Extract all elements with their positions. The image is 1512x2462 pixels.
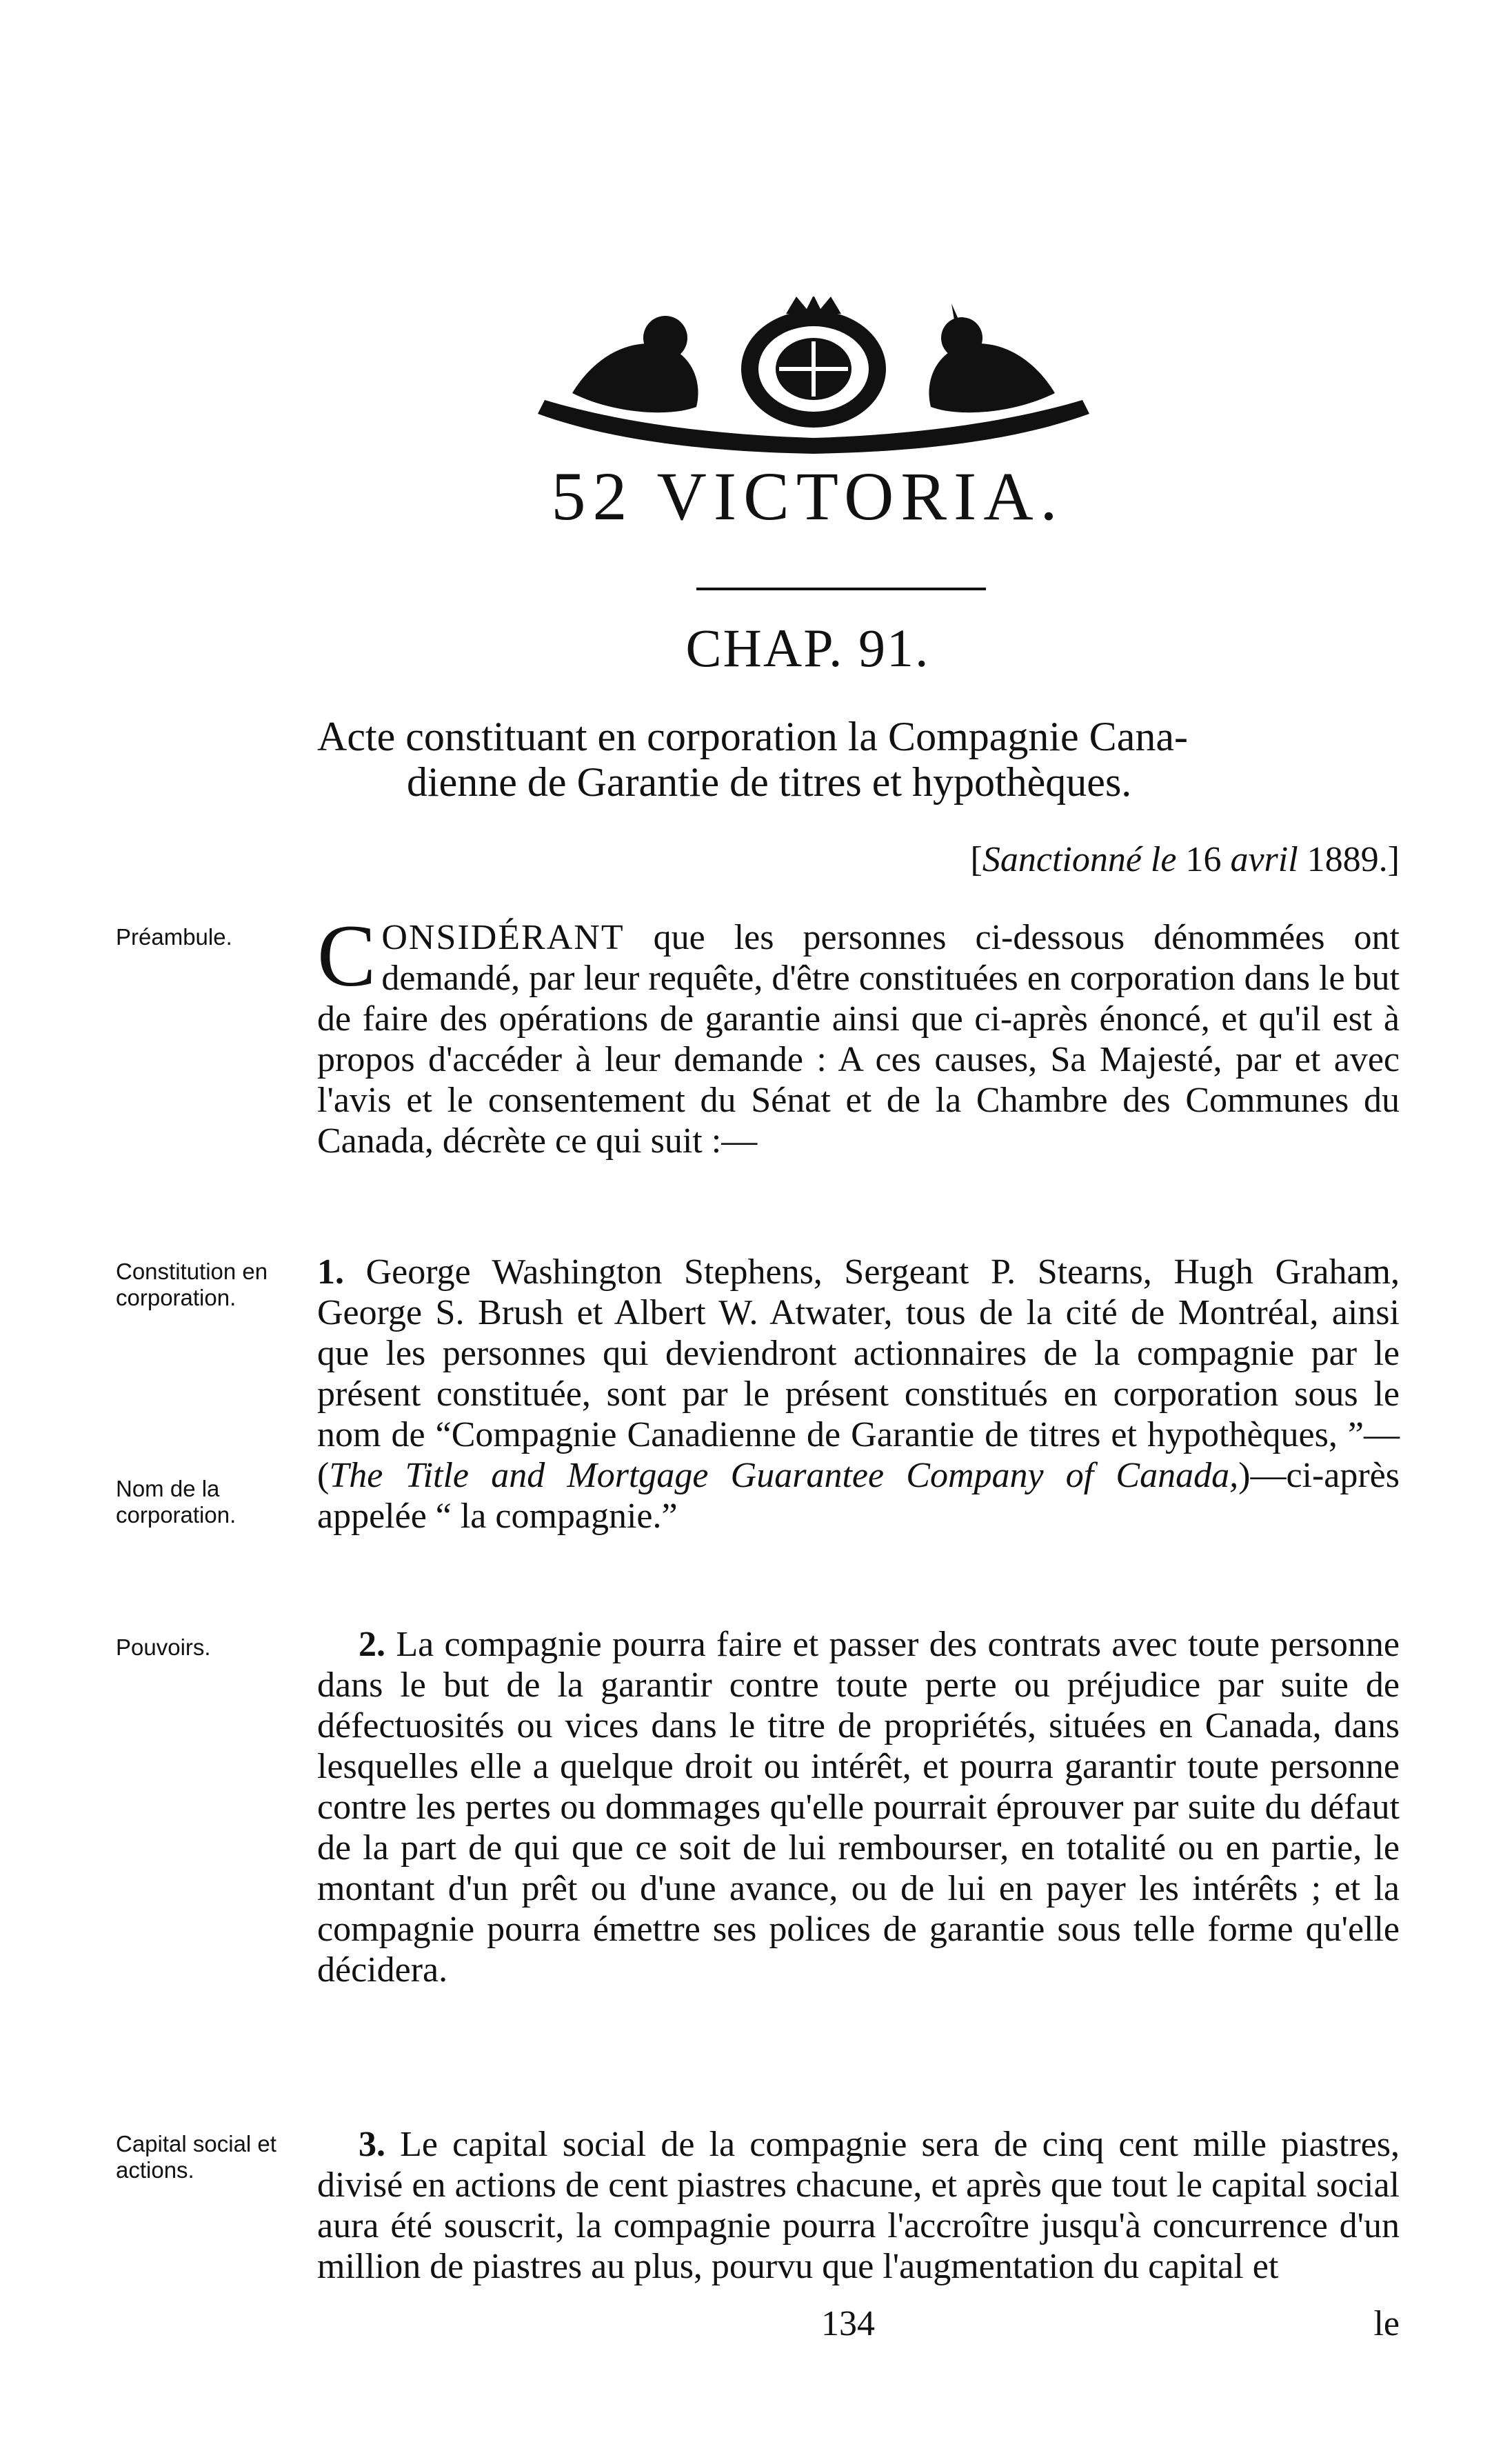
section-1-number: 1. xyxy=(317,1252,344,1292)
sanction-open-bracket: [ xyxy=(970,840,982,879)
section-1-text-a: George Washington Stephens, Sergeant P. Stearns, Hugh Graham, George S. Brush et Albert W. Atwater, tous de la cité de Montréal, ainsi que les personnes qui deviendront actionnaires de la compagnie par le présent constituée, sont par le présent constitués en corporation sous le nom de “Compagnie Canadienne de Garantie de titres et hypothèques, ”—( xyxy=(317,1252,1400,1495)
section-3-text: Le capital social de la compagnie sera de cinq cent mille piastres, divisé en actions de cent piastres chacune, et après que tout le capital social aura été souscrit, la compagnie pourra l'accroître jusqu'à concurrence d'un million de piastres au plus, pourvu que l'augmentation du capital et xyxy=(317,2125,1400,2286)
section-1-text-b: )—ci-après appelée “ la compagnie.” xyxy=(317,1456,1400,1536)
act-title xyxy=(317,714,1400,805)
margin-note-constitution: Constitution en corporation. xyxy=(116,1259,268,1310)
sanction-label: Sanctionné le xyxy=(982,840,1177,879)
royal-coat-of-arms-icon xyxy=(531,297,1096,455)
section-2-paragraph xyxy=(317,1624,1400,1990)
act-title-line-2: dienne de Garantie de titres et hypothèques. xyxy=(407,759,1132,805)
preamble-text: que les personnes ci-dessous dénommées ont demandé, par leur requête, d'être constituées en corporation dans le but de faire des opérations de garantie ainsi que ci-après énoncé, et qu'il est à propos d'accéder à leur demande : A ces causes, Sa Majesté, par et avec l'avis et le consentement du Sénat et de la Chambre des Communes du Canada, décrète ce qui suit :— xyxy=(317,918,1400,1161)
catchword: le xyxy=(1373,2304,1400,2343)
section-3-paragraph xyxy=(317,2124,1400,2287)
chapter-heading: CHAP. 91. xyxy=(685,618,930,678)
regnal-year-heading: 52 VICTORIA. xyxy=(551,458,1065,534)
margin-note-name: Nom de la corporation. xyxy=(116,1476,236,1528)
preamble-paragraph xyxy=(317,907,1400,1161)
margin-note-preamble: Préambule. xyxy=(116,924,232,950)
section-3-number: 3. xyxy=(359,2125,385,2164)
sanction-day: 16 xyxy=(1185,840,1222,879)
sanction-month: avril xyxy=(1230,840,1298,879)
section-2-number: 2. xyxy=(359,1625,385,1664)
sanction-date xyxy=(800,838,1400,882)
margin-note-capital: Capital social et actions. xyxy=(116,2131,276,2183)
section-1-english-name: The Title and Mortgage Guarantee Company of Canada, xyxy=(329,1456,1239,1495)
act-title-line-1: Acte constituant en corporation la Compagnie Cana- xyxy=(317,714,1188,759)
section-2-text: La compagnie pourra faire et passer des contrats avec toute personne dans le but de la garantir contre toute perte ou préjudice par suite de défectuosités ou vices dans le titre de propriétés, situées en Canada, dans lesquelles elle a quelque droit ou intérêt, et pourra garantir toute personne contre les pertes ou dommages qu'elle pourrait éprouver par suite du défaut de la part de qui que ce soit de lui rembourser, en totalité ou en partie, le montant d'un prêt ou d'une avance, ou de lui en payer les intérêts ; et la compagnie pourra émettre ses polices de garantie sous telle forme qu'elle décidera. xyxy=(317,1625,1400,1990)
section-2-indent xyxy=(317,1625,359,1664)
preamble-dropcap: C xyxy=(317,907,376,1005)
preamble-lead-word: ONSIDÉRANT xyxy=(381,918,625,957)
page-number: 134 xyxy=(821,2304,875,2343)
margin-note-powers: Pouvoirs. xyxy=(116,1634,211,1660)
section-3-indent xyxy=(317,2125,359,2164)
sanction-year: 1889.] xyxy=(1307,840,1400,879)
section-1-paragraph xyxy=(317,1252,1400,1537)
heading-rule xyxy=(696,588,986,590)
